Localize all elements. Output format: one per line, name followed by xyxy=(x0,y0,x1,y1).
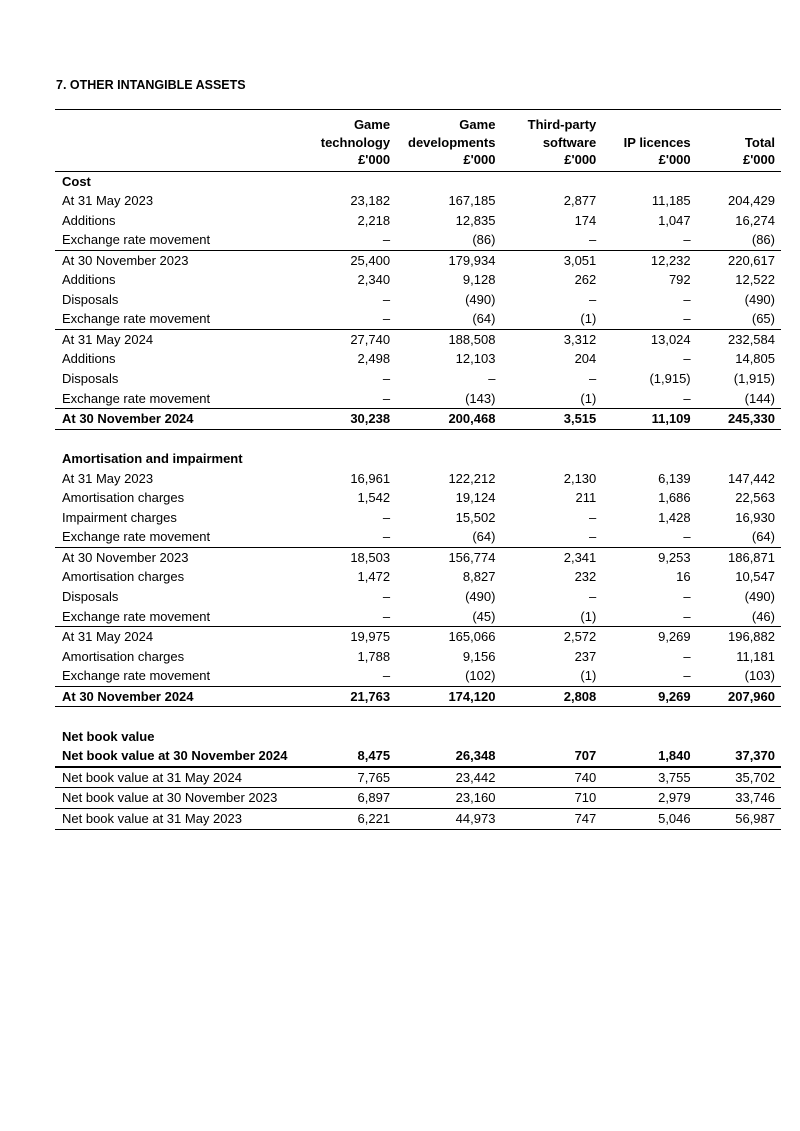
value-cell: (490) xyxy=(465,291,496,307)
value-cell: 7,765 xyxy=(315,767,396,788)
value-cell: 9,269 xyxy=(658,629,691,645)
value-cell: (1) xyxy=(501,607,602,627)
row-label: At 31 May 2024 xyxy=(62,629,154,645)
value-cell: 56,987 xyxy=(697,809,781,830)
value-cell: 21,763 xyxy=(315,686,396,707)
value-cell: 1,788 xyxy=(357,648,391,664)
value-cell xyxy=(315,171,396,191)
value-cell: 1,472 xyxy=(357,569,391,585)
value-cell: 174,120 xyxy=(396,686,501,707)
value-cell: – xyxy=(683,588,691,604)
value-cell: (144) xyxy=(697,389,781,409)
table-row xyxy=(55,449,781,469)
value-cell: – xyxy=(315,309,396,329)
value-cell: – xyxy=(602,527,696,547)
table-row xyxy=(55,171,781,191)
header-ip-licences: IP licences £'000 xyxy=(602,110,696,172)
table-row xyxy=(55,527,781,547)
value-cell: 33,746 xyxy=(697,788,781,809)
value-cell xyxy=(697,449,781,469)
value-cell: 6,221 xyxy=(315,809,396,830)
table-row xyxy=(55,647,781,667)
table-row xyxy=(55,290,781,310)
value-cell xyxy=(697,171,781,191)
value-cell: 174 xyxy=(574,212,597,228)
value-cell: 30,238 xyxy=(315,409,396,430)
value-cell: 1,428 xyxy=(658,509,691,525)
value-cell xyxy=(315,429,396,449)
intangible-assets-table xyxy=(55,109,781,830)
value-cell: 122,212 xyxy=(448,470,496,486)
value-cell: 23,160 xyxy=(396,788,501,809)
table-row xyxy=(55,607,781,627)
table-row xyxy=(55,788,781,809)
row-label: Exchange rate movement xyxy=(55,389,315,409)
value-cell xyxy=(697,727,781,747)
table-row xyxy=(55,627,781,647)
table-row xyxy=(55,707,781,727)
value-cell: – xyxy=(315,607,396,627)
value-cell: 3,051 xyxy=(563,252,597,268)
value-cell: 2,340 xyxy=(357,272,391,288)
value-cell: 2,130 xyxy=(563,470,597,486)
row-label: Exchange rate movement xyxy=(55,666,315,686)
row-label: Disposals xyxy=(62,588,119,604)
row-label xyxy=(55,707,315,727)
value-cell: 200,468 xyxy=(396,409,501,430)
value-cell: 196,882 xyxy=(728,629,775,645)
value-cell: 16,274 xyxy=(735,212,775,228)
value-cell: 14,805 xyxy=(735,351,775,367)
value-cell: 11,109 xyxy=(602,409,696,430)
value-cell: 167,185 xyxy=(448,193,496,209)
value-cell: 220,617 xyxy=(728,252,775,268)
value-cell: 245,330 xyxy=(697,409,781,430)
value-cell: – xyxy=(382,370,391,386)
table-row xyxy=(55,211,781,231)
value-cell: (143) xyxy=(396,389,501,409)
row-label: Exchange rate movement xyxy=(55,230,315,250)
table-row xyxy=(55,469,781,489)
value-cell: 22,563 xyxy=(735,490,775,506)
value-cell: 710 xyxy=(501,788,602,809)
value-cell: – xyxy=(589,370,597,386)
value-cell: 8,475 xyxy=(315,746,396,767)
value-cell: – xyxy=(382,588,391,604)
header-game-technology: Game technology £'000 xyxy=(315,110,396,172)
value-cell: (1) xyxy=(501,309,602,329)
table-row xyxy=(55,230,781,250)
value-cell: 23,442 xyxy=(396,767,501,788)
value-cell: 2,877 xyxy=(563,193,597,209)
value-cell: – xyxy=(602,607,696,627)
value-cell: 16,961 xyxy=(350,470,391,486)
value-cell: (45) xyxy=(396,607,501,627)
value-cell: 44,973 xyxy=(396,809,501,830)
row-label: Amortisation charges xyxy=(62,569,185,585)
table-row xyxy=(55,409,781,430)
value-cell xyxy=(315,707,396,727)
row-label: At 30 November 2024 xyxy=(55,409,315,430)
value-cell: – xyxy=(501,527,602,547)
row-label: Net book value at 31 May 2024 xyxy=(55,767,315,788)
value-cell: 188,508 xyxy=(448,331,496,347)
row-label: At 31 May 2023 xyxy=(62,470,154,486)
value-cell xyxy=(602,727,696,747)
value-cell xyxy=(501,429,602,449)
row-label: Net book value xyxy=(62,728,155,744)
value-cell: 15,502 xyxy=(455,509,496,525)
value-cell: 5,046 xyxy=(602,809,696,830)
value-cell xyxy=(396,707,501,727)
value-cell: 9,128 xyxy=(462,272,496,288)
row-label: Disposals xyxy=(62,370,119,386)
value-cell: – xyxy=(683,291,691,307)
value-cell: (490) xyxy=(744,291,775,307)
value-cell: 9,156 xyxy=(462,648,496,664)
value-cell xyxy=(501,171,602,191)
value-cell: – xyxy=(589,291,597,307)
table-row xyxy=(55,727,781,747)
value-cell: 1,686 xyxy=(658,490,691,506)
value-cell: 165,066 xyxy=(448,629,496,645)
value-cell: 11,185 xyxy=(651,193,691,209)
row-label: Amortisation and impairment xyxy=(62,451,243,467)
value-cell: 19,975 xyxy=(350,629,391,645)
value-cell: – xyxy=(602,309,696,329)
value-cell xyxy=(396,171,501,191)
value-cell xyxy=(396,727,501,747)
value-cell: – xyxy=(683,351,691,367)
value-cell: 179,934 xyxy=(448,252,496,268)
value-cell xyxy=(501,449,602,469)
value-cell: 232,584 xyxy=(728,331,775,347)
row-label: Exchange rate movement xyxy=(55,607,315,627)
value-cell: 6,897 xyxy=(315,788,396,809)
value-cell: 2,341 xyxy=(563,549,597,565)
value-cell: 740 xyxy=(501,767,602,788)
table-row xyxy=(55,191,781,211)
value-cell: 204 xyxy=(574,351,597,367)
value-cell: 37,370 xyxy=(697,746,781,767)
value-cell: 1,047 xyxy=(658,212,691,228)
row-label: Disposals xyxy=(62,291,119,307)
table-row xyxy=(55,309,781,329)
value-cell: (64) xyxy=(396,309,501,329)
header-game-developments: Game developments £'000 xyxy=(396,110,501,172)
value-cell: 3,755 xyxy=(602,767,696,788)
row-label: Additions xyxy=(62,212,116,228)
table-row xyxy=(55,329,781,349)
value-cell xyxy=(697,429,781,449)
value-cell: – xyxy=(602,230,696,250)
value-cell: 3,312 xyxy=(563,331,597,347)
value-cell: 9,253 xyxy=(658,549,691,565)
value-cell xyxy=(602,429,696,449)
value-cell: 26,348 xyxy=(396,746,501,767)
table-row xyxy=(55,666,781,686)
value-cell: – xyxy=(488,370,496,386)
value-cell: 11,181 xyxy=(736,648,775,664)
row-label: Cost xyxy=(62,173,91,189)
table-row xyxy=(55,488,781,508)
value-cell: 156,774 xyxy=(448,549,496,565)
value-cell: (490) xyxy=(465,588,496,604)
value-cell: (65) xyxy=(697,309,781,329)
value-cell xyxy=(501,727,602,747)
row-label: At 30 November 2023 xyxy=(62,252,189,268)
value-cell: – xyxy=(602,389,696,409)
header-total: Total £'000 xyxy=(697,110,781,172)
value-cell: (1) xyxy=(501,666,602,686)
table-row xyxy=(55,746,781,767)
row-label: Additions xyxy=(62,272,116,288)
value-cell: 8,827 xyxy=(462,569,496,585)
value-cell: 707 xyxy=(501,746,602,767)
value-cell: – xyxy=(315,527,396,547)
row-label: Amortisation charges xyxy=(62,648,185,664)
value-cell: (1,915) xyxy=(733,370,775,386)
value-cell: – xyxy=(315,389,396,409)
value-cell: 237 xyxy=(574,648,597,664)
value-cell: 27,740 xyxy=(350,331,391,347)
row-label: Net book value at 31 May 2023 xyxy=(55,809,315,830)
value-cell: 792 xyxy=(668,272,691,288)
value-cell: 16,930 xyxy=(735,509,775,525)
value-cell: 19,124 xyxy=(455,490,496,506)
row-label: At 30 November 2024 xyxy=(55,686,315,707)
value-cell xyxy=(396,429,501,449)
table-row xyxy=(55,809,781,830)
row-label: Net book value at 30 November 2024 xyxy=(55,746,315,767)
value-cell xyxy=(602,707,696,727)
header-third-party-software: Third-party software £'000 xyxy=(501,110,602,172)
value-cell: (46) xyxy=(697,607,781,627)
value-cell: – xyxy=(382,509,391,525)
row-label: Impairment charges xyxy=(62,509,177,525)
value-cell: 12,522 xyxy=(735,272,775,288)
row-label: At 31 May 2023 xyxy=(62,193,154,209)
value-cell: 6,139 xyxy=(658,470,691,486)
value-cell: 2,572 xyxy=(563,629,597,645)
value-cell xyxy=(315,449,396,469)
value-cell: 147,442 xyxy=(728,470,775,486)
value-cell: 12,232 xyxy=(650,252,691,268)
row-label: Exchange rate movement xyxy=(55,309,315,329)
value-cell: 211 xyxy=(575,490,597,506)
value-cell: 207,960 xyxy=(697,686,781,707)
value-cell: 1,840 xyxy=(602,746,696,767)
value-cell: 10,547 xyxy=(735,569,775,585)
table-body xyxy=(55,171,781,829)
value-cell: – xyxy=(589,588,597,604)
value-cell: (102) xyxy=(396,666,501,686)
value-cell: 2,808 xyxy=(501,686,602,707)
value-cell: 12,103 xyxy=(455,351,496,367)
value-cell: 747 xyxy=(501,809,602,830)
table-row xyxy=(55,389,781,409)
row-label: Net book value at 30 November 2023 xyxy=(55,788,315,809)
value-cell: 2,218 xyxy=(357,212,391,228)
value-cell: – xyxy=(683,648,691,664)
table-row xyxy=(55,686,781,707)
table-row xyxy=(55,369,781,389)
table-row xyxy=(55,767,781,788)
header-label-cell xyxy=(55,110,315,172)
value-cell xyxy=(501,707,602,727)
value-cell: – xyxy=(315,666,396,686)
value-cell: 186,871 xyxy=(728,549,775,565)
value-cell: – xyxy=(589,509,597,525)
table-row xyxy=(55,349,781,369)
value-cell: (86) xyxy=(697,230,781,250)
value-cell: (64) xyxy=(396,527,501,547)
value-cell: (1,915) xyxy=(649,370,691,386)
value-cell: (64) xyxy=(697,527,781,547)
table-row xyxy=(55,547,781,567)
table-header-row xyxy=(55,110,781,172)
row-label: At 30 November 2023 xyxy=(62,549,189,565)
row-label: Amortisation charges xyxy=(62,490,185,506)
value-cell: 262 xyxy=(574,272,597,288)
value-cell xyxy=(697,707,781,727)
value-cell xyxy=(602,171,696,191)
value-cell xyxy=(396,449,501,469)
value-cell: 25,400 xyxy=(350,252,391,268)
value-cell: 18,503 xyxy=(350,549,391,565)
value-cell: 1,542 xyxy=(357,490,391,506)
table-row xyxy=(55,587,781,607)
row-label: Exchange rate movement xyxy=(55,527,315,547)
value-cell xyxy=(315,727,396,747)
row-label: At 31 May 2024 xyxy=(62,331,154,347)
row-label: Additions xyxy=(62,351,116,367)
value-cell: – xyxy=(602,666,696,686)
value-cell: (1) xyxy=(501,389,602,409)
value-cell: 23,182 xyxy=(350,193,391,209)
value-cell: (490) xyxy=(744,588,775,604)
value-cell: (86) xyxy=(396,230,501,250)
value-cell: 35,702 xyxy=(697,767,781,788)
value-cell: 2,979 xyxy=(602,788,696,809)
value-cell: 9,269 xyxy=(602,686,696,707)
value-cell: 12,835 xyxy=(455,212,496,228)
table-row xyxy=(55,270,781,290)
section-title: 7. OTHER INTANGIBLE ASSETS xyxy=(56,78,246,92)
table-row xyxy=(55,250,781,270)
value-cell: – xyxy=(315,230,396,250)
value-cell: 16 xyxy=(676,569,691,585)
table-row xyxy=(55,567,781,587)
table-row xyxy=(55,508,781,528)
value-cell: 232 xyxy=(574,569,597,585)
table-row xyxy=(55,429,781,449)
value-cell: 204,429 xyxy=(728,193,775,209)
value-cell: – xyxy=(382,291,391,307)
value-cell xyxy=(602,449,696,469)
row-label xyxy=(55,429,315,449)
value-cell: 2,498 xyxy=(357,351,391,367)
value-cell: – xyxy=(501,230,602,250)
value-cell: 3,515 xyxy=(501,409,602,430)
value-cell: (103) xyxy=(697,666,781,686)
value-cell: 13,024 xyxy=(650,331,691,347)
